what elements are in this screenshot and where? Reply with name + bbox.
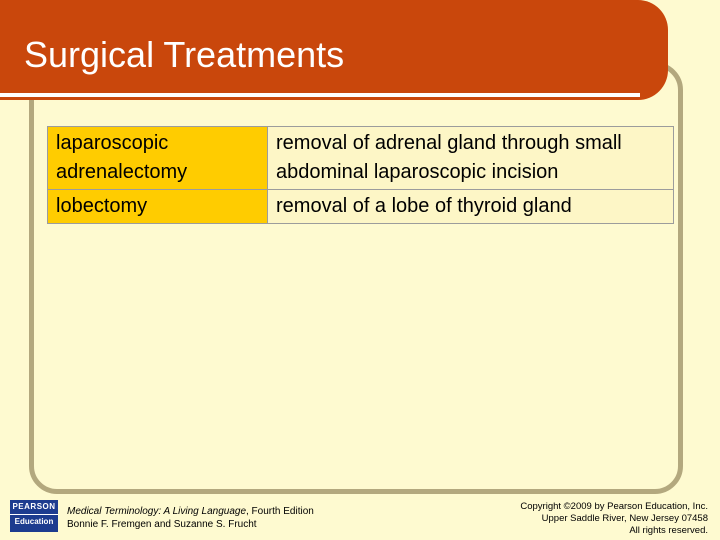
pearson-logo — [10, 500, 58, 532]
authors: Bonnie F. Fremgen and Suzanne S. Frucht — [67, 519, 257, 530]
term-cell: laparoscopic adrenalectomy — [48, 127, 268, 190]
term-cell: lobectomy — [48, 190, 268, 224]
table-row — [48, 190, 674, 224]
footer-copyright — [520, 501, 708, 537]
book-title: Medical Terminology: A Living Language — [67, 506, 246, 517]
definition-cell: removal of adrenal gland through small abdominal laparoscopic incision — [268, 127, 674, 190]
copyright-line-3: All rights reserved. — [629, 525, 708, 536]
copyright-line-2: Upper Saddle River, New Jersey 07458 — [541, 513, 708, 524]
logo-text-top: PEARSON — [10, 500, 58, 515]
title-bar — [0, 0, 668, 100]
footer-citation — [67, 505, 314, 531]
slide-title: Surgical Treatments — [24, 34, 345, 75]
book-edition: , Fourth Edition — [246, 506, 314, 517]
copyright-line-1: Copyright ©2009 by Pearson Education, Inc. — [520, 501, 708, 512]
table-row — [48, 127, 674, 190]
terms-table — [47, 126, 674, 224]
logo-text-bottom: Education — [14, 517, 54, 526]
definition-cell: removal of a lobe of thyroid gland — [268, 190, 674, 224]
